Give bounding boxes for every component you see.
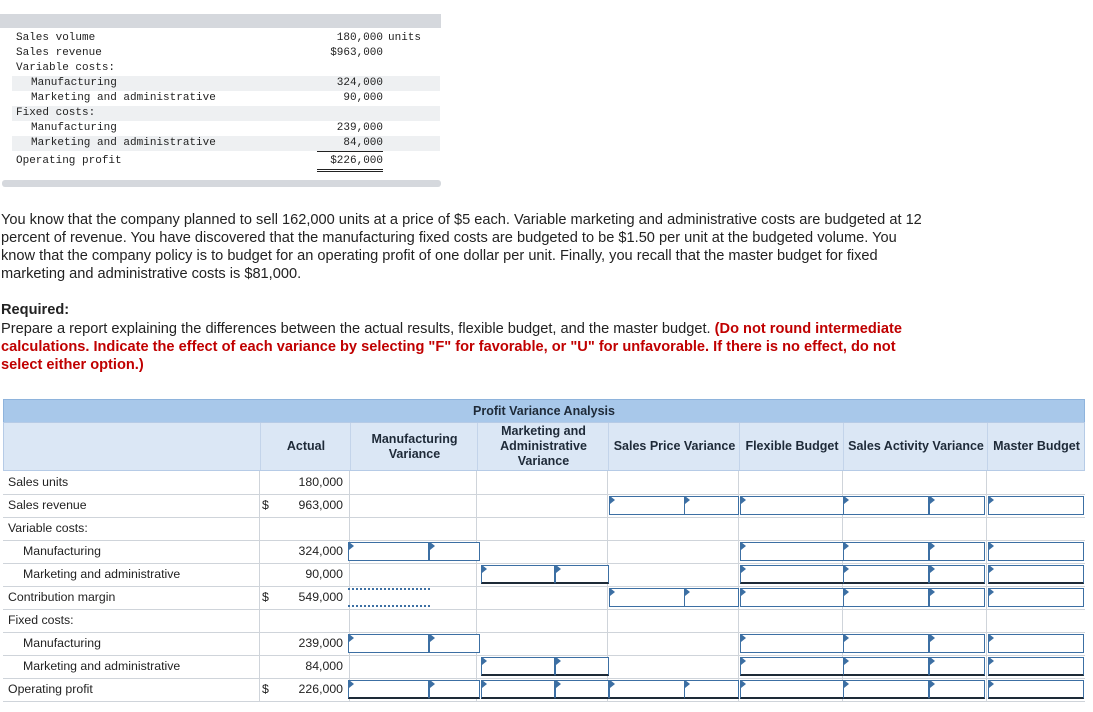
input-marker-icon bbox=[741, 588, 746, 596]
amount-input[interactable] bbox=[988, 565, 1084, 584]
table-row bbox=[3, 540, 1085, 564]
amount-input[interactable] bbox=[348, 634, 429, 653]
column-divider bbox=[607, 494, 608, 517]
input-marker-icon bbox=[930, 680, 935, 688]
fu-select[interactable] bbox=[429, 542, 480, 561]
row-label: Operating profit bbox=[8, 682, 93, 696]
summary-row bbox=[12, 91, 440, 106]
column-divider bbox=[349, 563, 350, 586]
fu-select[interactable] bbox=[929, 634, 985, 653]
column-divider bbox=[607, 586, 608, 609]
amount-input[interactable] bbox=[843, 542, 929, 561]
fu-select[interactable] bbox=[555, 565, 609, 584]
input-marker-icon bbox=[989, 542, 994, 550]
row-label: Manufacturing bbox=[23, 544, 101, 558]
column-divider bbox=[349, 609, 350, 632]
amount-input[interactable] bbox=[740, 680, 844, 699]
column-divider bbox=[738, 471, 739, 494]
fu-select[interactable] bbox=[684, 588, 739, 607]
column-divider bbox=[607, 471, 608, 494]
input-marker-icon bbox=[741, 565, 746, 573]
column-header: Master Budget bbox=[987, 423, 1085, 470]
input-marker-icon bbox=[930, 542, 935, 550]
column-divider bbox=[986, 655, 987, 678]
amount-input[interactable] bbox=[740, 496, 844, 515]
amount-input[interactable] bbox=[481, 680, 555, 699]
input-marker-icon bbox=[930, 496, 935, 504]
column-divider bbox=[738, 655, 739, 678]
column-divider bbox=[259, 540, 260, 563]
summary-label: Manufacturing bbox=[31, 77, 117, 89]
input-marker-icon bbox=[844, 565, 849, 573]
row-label: Variable costs: bbox=[8, 521, 88, 535]
column-divider bbox=[986, 586, 987, 609]
table-row bbox=[3, 494, 1085, 518]
input-marker-icon bbox=[685, 588, 690, 596]
input-marker-icon bbox=[844, 588, 849, 596]
summary-value: 180,000 bbox=[336, 32, 383, 44]
row-label: Sales revenue bbox=[8, 498, 87, 512]
summary-unit: units bbox=[388, 32, 422, 44]
column-divider bbox=[476, 609, 477, 632]
column-divider bbox=[476, 563, 477, 586]
profit-variance-table bbox=[3, 399, 1085, 705]
column-header: Marketing and Administrative Variance bbox=[477, 423, 609, 470]
column-divider bbox=[259, 678, 260, 701]
column-divider bbox=[842, 609, 843, 632]
summary-row bbox=[12, 106, 440, 121]
column-divider bbox=[259, 517, 260, 540]
table-row bbox=[3, 632, 1085, 656]
input-marker-icon bbox=[685, 680, 690, 688]
column-divider bbox=[607, 632, 608, 655]
column-divider bbox=[986, 609, 987, 632]
column-divider bbox=[986, 517, 987, 540]
column-divider bbox=[476, 517, 477, 540]
amount-input[interactable] bbox=[740, 657, 844, 676]
input-marker-icon bbox=[430, 542, 435, 550]
column-divider bbox=[842, 471, 843, 494]
fu-select[interactable] bbox=[929, 496, 985, 515]
required-text bbox=[1, 320, 936, 374]
input-marker-icon bbox=[930, 565, 935, 573]
contribution-margin-dotted-cell bbox=[348, 588, 430, 607]
fu-select[interactable] bbox=[929, 542, 985, 561]
input-marker-icon bbox=[741, 657, 746, 665]
amount-input[interactable] bbox=[481, 657, 555, 676]
input-marker-icon bbox=[844, 634, 849, 642]
currency-symbol: $ bbox=[262, 590, 269, 604]
column-header: Sales Activity Variance bbox=[843, 423, 988, 470]
summary-row bbox=[12, 31, 440, 46]
summary-row bbox=[12, 46, 440, 61]
table-row bbox=[3, 586, 1085, 610]
problem-intro: You know that the company planned to sell 162,000 units at a price of $5 each. Variable marketing and administrative costs are budgeted at 12 percent of revenue. You have discovered that the manufacturing fixed costs are budgeted to be $1.50 per unit at the budgeted volume. You know that the company policy is to budget for an operating profit of one dollar per unit. Finally, you recall that the master budget for fixed marketing and administrative costs is $81,000. bbox=[1, 212, 922, 282]
amount-input[interactable] bbox=[740, 588, 844, 607]
actual-value: 180,000 bbox=[298, 475, 343, 489]
column-divider bbox=[738, 540, 739, 563]
amount-input[interactable] bbox=[609, 496, 686, 515]
row-label: Sales units bbox=[8, 475, 69, 489]
column-divider bbox=[259, 471, 260, 494]
column-divider bbox=[476, 494, 477, 517]
column-divider bbox=[738, 563, 739, 586]
input-marker-icon bbox=[844, 542, 849, 550]
actual-value: 963,000 bbox=[298, 498, 343, 512]
input-marker-icon bbox=[610, 496, 615, 504]
column-header: Manufacturing Variance bbox=[350, 423, 478, 470]
amount-input[interactable] bbox=[843, 657, 929, 676]
column-divider bbox=[986, 632, 987, 655]
input-marker-icon bbox=[556, 680, 561, 688]
column-divider bbox=[349, 517, 350, 540]
summary-value: 239,000 bbox=[336, 122, 383, 134]
row-label: Fixed costs: bbox=[8, 613, 74, 627]
amount-input[interactable] bbox=[843, 588, 929, 607]
table-row bbox=[3, 655, 1085, 679]
fu-select[interactable] bbox=[555, 657, 609, 676]
summary-value: $226,000 bbox=[317, 154, 383, 172]
column-divider bbox=[259, 563, 260, 586]
data-box-top-bar bbox=[0, 14, 441, 28]
actual-value: 90,000 bbox=[305, 567, 343, 581]
input-marker-icon bbox=[349, 680, 354, 688]
table-row bbox=[3, 563, 1085, 587]
fu-select[interactable] bbox=[684, 680, 739, 699]
summary-value: 90,000 bbox=[343, 92, 383, 104]
column-divider bbox=[476, 655, 477, 678]
summary-value: 84,000 bbox=[317, 136, 383, 152]
summary-label: Sales volume bbox=[16, 32, 96, 44]
required-note: (Do not round intermediate calculations. Indicate the effect of each variance by selecting "F" for favorable, or "U" for unfavorable. If there is no effect, do not select either option.) bbox=[1, 321, 902, 373]
summary-row bbox=[12, 154, 440, 169]
actual-value: 239,000 bbox=[298, 636, 343, 650]
table-row bbox=[3, 471, 1085, 495]
fu-select[interactable] bbox=[684, 496, 739, 515]
column-divider bbox=[349, 494, 350, 517]
fu-select[interactable] bbox=[555, 680, 609, 699]
column-divider bbox=[259, 632, 260, 655]
fu-select[interactable] bbox=[429, 680, 480, 699]
amount-input[interactable] bbox=[988, 588, 1084, 607]
table-title: Profit Variance Analysis bbox=[3, 399, 1085, 423]
input-marker-icon bbox=[741, 680, 746, 688]
amount-input[interactable] bbox=[843, 634, 929, 653]
input-marker-icon bbox=[556, 565, 561, 573]
column-divider bbox=[607, 540, 608, 563]
input-marker-icon bbox=[989, 496, 994, 504]
table-row bbox=[3, 517, 1085, 541]
amount-input[interactable] bbox=[988, 542, 1084, 561]
actual-value: 226,000 bbox=[298, 682, 343, 696]
input-marker-icon bbox=[741, 496, 746, 504]
column-divider bbox=[607, 609, 608, 632]
input-marker-icon bbox=[989, 657, 994, 665]
input-marker-icon bbox=[844, 657, 849, 665]
summary-label: Fixed costs: bbox=[16, 107, 96, 119]
amount-input[interactable] bbox=[609, 680, 686, 699]
column-header: Flexible Budget bbox=[739, 423, 844, 470]
amount-input[interactable] bbox=[481, 565, 555, 584]
row-label: Manufacturing bbox=[23, 636, 101, 650]
input-marker-icon bbox=[844, 680, 849, 688]
input-marker-icon bbox=[989, 680, 994, 688]
input-marker-icon bbox=[482, 680, 487, 688]
fu-select[interactable] bbox=[929, 588, 985, 607]
column-divider bbox=[842, 517, 843, 540]
input-marker-icon bbox=[930, 634, 935, 642]
input-marker-icon bbox=[685, 496, 690, 504]
row-label: Marketing and administrative bbox=[23, 659, 181, 673]
currency-symbol: $ bbox=[262, 682, 269, 696]
input-marker-icon bbox=[930, 588, 935, 596]
column-divider bbox=[738, 517, 739, 540]
row-label: Marketing and administrative bbox=[23, 567, 181, 581]
fu-select[interactable] bbox=[929, 657, 985, 676]
summary-label: Variable costs: bbox=[16, 62, 116, 74]
summary-label: Manufacturing bbox=[31, 122, 117, 134]
input-marker-icon bbox=[989, 588, 994, 596]
input-marker-icon bbox=[930, 657, 935, 665]
column-header: Sales Price Variance bbox=[608, 423, 740, 470]
input-marker-icon bbox=[349, 634, 354, 642]
input-marker-icon bbox=[430, 634, 435, 642]
column-divider bbox=[349, 471, 350, 494]
column-divider bbox=[986, 678, 987, 701]
amount-input[interactable] bbox=[988, 680, 1084, 699]
summary-value: 324,000 bbox=[336, 77, 383, 89]
summary-row bbox=[12, 76, 440, 91]
currency-symbol: $ bbox=[262, 498, 269, 512]
input-marker-icon bbox=[556, 657, 561, 665]
data-box-scrollbar[interactable] bbox=[2, 180, 441, 187]
column-divider bbox=[986, 494, 987, 517]
amount-input[interactable] bbox=[740, 542, 844, 561]
summary-label: Operating profit bbox=[16, 155, 122, 167]
input-marker-icon bbox=[610, 680, 615, 688]
fu-select[interactable] bbox=[429, 634, 480, 653]
column-divider bbox=[259, 609, 260, 632]
summary-label: Sales revenue bbox=[16, 47, 102, 59]
summary-row bbox=[12, 136, 440, 151]
summary-value: $963,000 bbox=[330, 47, 383, 59]
actual-value: 549,000 bbox=[298, 590, 343, 604]
column-divider bbox=[476, 471, 477, 494]
amount-input[interactable] bbox=[988, 634, 1084, 653]
table-header-row bbox=[3, 422, 1085, 471]
amount-input[interactable] bbox=[988, 496, 1084, 515]
actual-value: 84,000 bbox=[305, 659, 343, 673]
amount-input[interactable] bbox=[740, 565, 844, 584]
amount-input[interactable] bbox=[843, 565, 929, 584]
amount-input[interactable] bbox=[348, 680, 429, 699]
input-marker-icon bbox=[482, 657, 487, 665]
column-divider bbox=[986, 563, 987, 586]
actual-value: 324,000 bbox=[298, 544, 343, 558]
required-title: Required: bbox=[1, 302, 70, 318]
column-divider bbox=[349, 655, 350, 678]
fu-select[interactable] bbox=[929, 680, 985, 699]
summary-row bbox=[12, 121, 440, 136]
required-instruction: Prepare a report explaining the differences between the actual results, flexible budget, and the master budget. bbox=[1, 321, 711, 337]
input-marker-icon bbox=[349, 542, 354, 550]
column-divider bbox=[259, 586, 260, 609]
amount-input[interactable] bbox=[740, 634, 844, 653]
column-divider bbox=[476, 586, 477, 609]
input-marker-icon bbox=[989, 634, 994, 642]
amount-input[interactable] bbox=[843, 680, 929, 699]
input-marker-icon bbox=[741, 542, 746, 550]
input-marker-icon bbox=[482, 565, 487, 573]
input-marker-icon bbox=[430, 680, 435, 688]
amount-input[interactable] bbox=[988, 657, 1084, 676]
column-divider bbox=[738, 632, 739, 655]
column-divider bbox=[259, 494, 260, 517]
fu-select[interactable] bbox=[929, 565, 985, 584]
column-divider bbox=[986, 471, 987, 494]
column-divider bbox=[986, 540, 987, 563]
summary-row bbox=[12, 61, 440, 76]
table-row bbox=[3, 678, 1085, 702]
input-marker-icon bbox=[610, 588, 615, 596]
summary-label: Marketing and administrative bbox=[31, 137, 216, 149]
summary-label: Marketing and administrative bbox=[31, 92, 216, 104]
column-header: Actual bbox=[260, 423, 351, 470]
input-marker-icon bbox=[989, 565, 994, 573]
column-divider bbox=[738, 609, 739, 632]
given-data-box bbox=[0, 14, 441, 188]
amount-input[interactable] bbox=[609, 588, 686, 607]
column-divider bbox=[607, 517, 608, 540]
input-marker-icon bbox=[844, 496, 849, 504]
row-label: Contribution margin bbox=[8, 590, 116, 604]
amount-input[interactable] bbox=[348, 542, 429, 561]
column-divider bbox=[259, 655, 260, 678]
input-marker-icon bbox=[741, 634, 746, 642]
amount-input[interactable] bbox=[843, 496, 929, 515]
table-row bbox=[3, 609, 1085, 633]
